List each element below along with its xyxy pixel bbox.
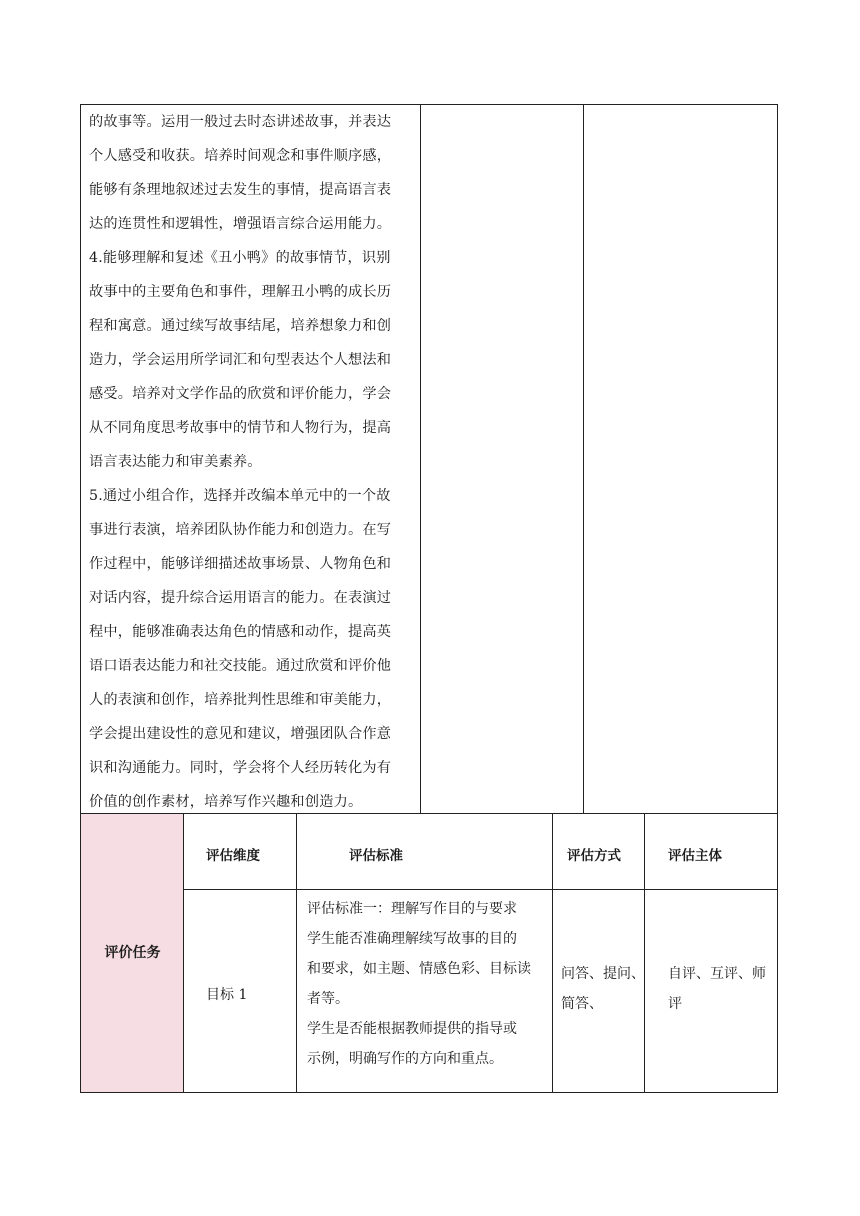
objective-line: 程和寓意。通过续写故事结尾，培养想象力和创 <box>89 318 392 334</box>
criteria-line: 示例，明确写作的方向和重点。 <box>307 1051 503 1067</box>
subject-line: 评 <box>668 996 682 1012</box>
objective-line: 的故事等。运用一般过去时态讲述故事，并表达 <box>89 114 392 130</box>
evaluation-table <box>80 813 778 1093</box>
evaluation-label-cell <box>81 814 184 1092</box>
header-subject: 评估主体 <box>668 848 722 864</box>
column-divider <box>644 814 645 1092</box>
criteria-line: 学生是否能根据教师提供的指导或 <box>307 1021 517 1037</box>
objectives-table-block <box>80 104 778 813</box>
objective-line: 个人感受和收获。培养时间观念和事件顺序感， <box>89 148 392 164</box>
objective-line: 人的表演和创作，培养批判性思维和审美能力， <box>89 692 392 708</box>
column-divider <box>552 814 553 1092</box>
column-divider <box>296 814 297 1092</box>
objectives-cell <box>89 105 419 819</box>
column-divider <box>583 105 584 813</box>
criteria-line: 学生能否准确理解续写故事的目的 <box>307 931 517 947</box>
objective-line: 感受。培养对文学作品的欣赏和评价能力，学会 <box>89 386 392 402</box>
objective-line: 价值的创作素材，培养写作兴趣和创造力。 <box>89 794 363 810</box>
criteria-line: 和要求，如主题、情感色彩、目标读 <box>307 961 531 977</box>
method-line: 问答、提问、 <box>561 966 645 982</box>
objective-line: 语言表达能力和审美素养。 <box>89 454 262 470</box>
subject-cell <box>668 959 766 1019</box>
header-method: 评估方式 <box>567 848 621 864</box>
column-divider <box>420 105 421 813</box>
method-line: 简答、 <box>561 996 603 1012</box>
objective-line: 5.通过小组合作，选择并改编本单元中的一个故 <box>89 488 391 504</box>
header-criteria: 评估标准 <box>349 848 403 864</box>
objective-line: 造力，学会运用所学词汇和句型表达个人想法和 <box>89 352 392 368</box>
dimension-target-1: 目标 1 <box>206 987 248 1003</box>
objective-line: 故事中的主要角色和事件，理解丑小鸭的成长历 <box>89 284 392 300</box>
objective-line: 作过程中，能够详细描述故事场景、人物角色和 <box>89 556 392 572</box>
criteria-line: 者等。 <box>307 991 349 1007</box>
objective-line: 程中，能够准确表达角色的情感和动作，提高英 <box>89 624 392 640</box>
objective-line: 事进行表演，培养团队协作能力和创造力。在写 <box>89 522 392 538</box>
header-divider <box>184 889 777 890</box>
evaluation-section-label: 评价任务 <box>104 945 161 961</box>
subject-line: 自评、互评、师 <box>668 966 766 982</box>
objective-line: 对话内容，提升综合运用语言的能力。在表演过 <box>89 590 392 606</box>
criteria-line: 评估标准一：理解写作目的与要求 <box>307 901 517 917</box>
objective-line: 学会提出建设性的意见和建议，增强团队合作意 <box>89 726 392 742</box>
method-cell <box>561 959 645 1019</box>
objective-line: 达的连贯性和逻辑性，增强语言综合运用能力。 <box>89 216 392 232</box>
objective-line: 能够有条理地叙述过去发生的事情，提高语言表 <box>89 182 392 198</box>
criteria-cell <box>307 894 531 1074</box>
objective-line: 4.能够理解和复述《丑小鸭》的故事情节，识别 <box>89 250 391 266</box>
objective-line: 识和沟通能力。同时，学会将个人经历转化为有 <box>89 760 392 776</box>
header-dimension: 评估维度 <box>206 848 260 864</box>
objective-line: 语口语表达能力和社交技能。通过欣赏和评价他 <box>89 658 392 674</box>
objective-line: 从不同角度思考故事中的情节和人物行为，提高 <box>89 420 392 436</box>
